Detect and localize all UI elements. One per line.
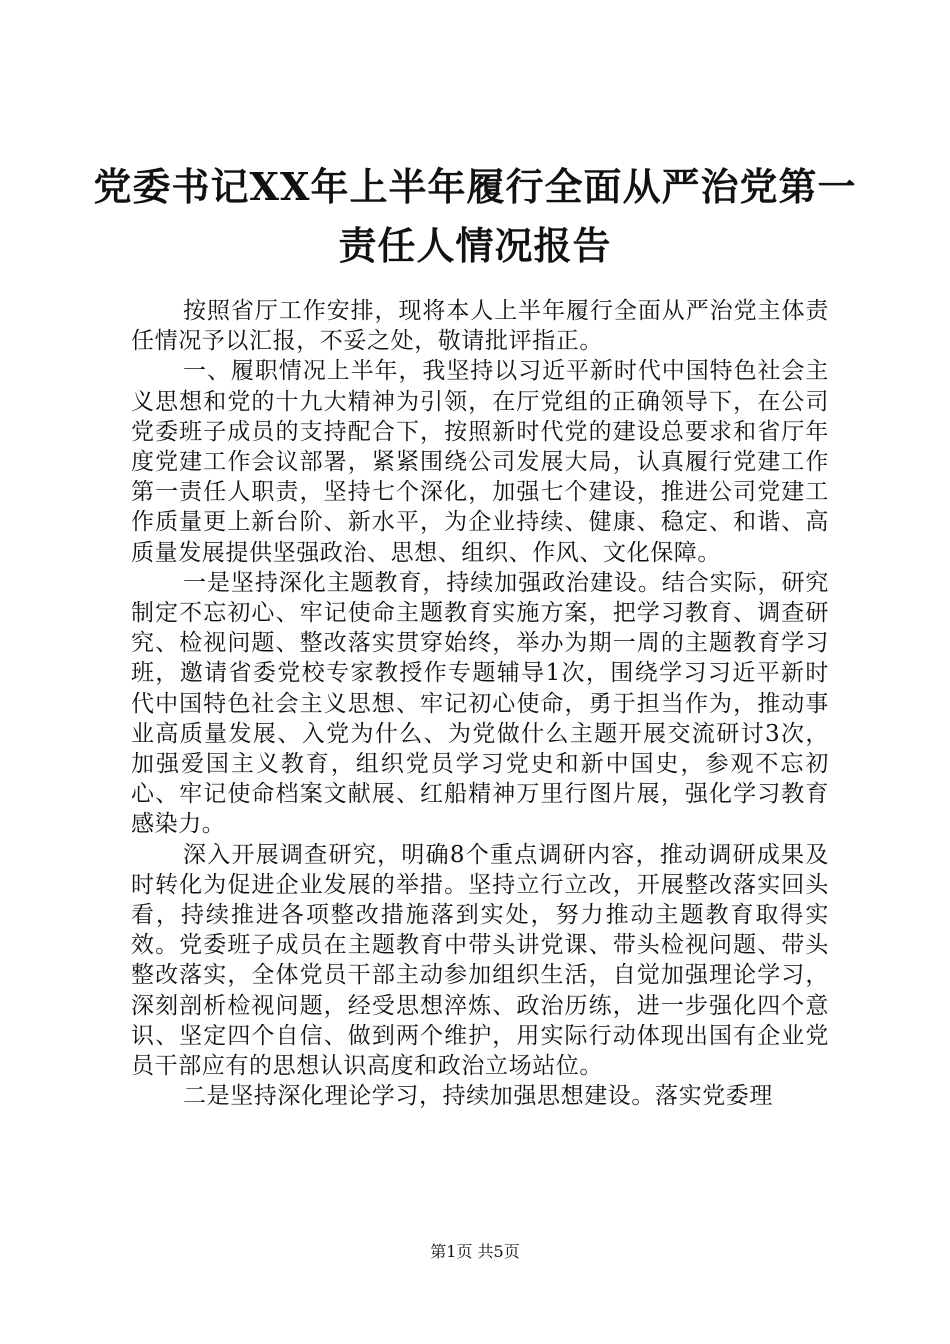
paragraph-investigation: 深入开展调查研究，明确8个重点调研内容，推动调研成果及时转化为促进企业发展的举措。坚持立行立改，开展整改落实回头看，持续推进各项整改措施落到实处，努力推动主题教育取得实效。党委班子成员在主题教育中带头讲党课、带头检视问题、带头整改落实，全体党员干部主动参加组织生活，自觉加强理论学习，深刻剖析检视问题，经受思想淬炼、政治历练，进一步强化四个意识、坚定四个自信、做到两个维护，用实际行动体现出国有企业党员干部应有的思想认识高度和政治立场站位。 bbox=[131, 841, 829, 1080]
paragraph-intro: 按照省厅工作安排，现将本人上半年履行全面从严治党主体责任情况予以汇报，不妥之处，敬请批评指正。 bbox=[131, 298, 829, 355]
page-number-footer: 第1页 共5页 bbox=[430, 1242, 520, 1261]
document-body bbox=[131, 296, 829, 1111]
paragraph-section-one: 一、履职情况上半年，我坚持以习近平新时代中国特色社会主义思想和党的十九大精神为引领，在厅党组的正确领导下，在公司党委班子成员的支持配合下，按照新时代党的建设总要求和省厅年度党建工作会议部署，紧紧围绕公司发展大局，认真履行党建工作第一责任人职责，坚持七个深化，加强七个建设，推进公司党建工作质量更上新台阶、新水平，为企业持续、健康、稳定、和谐、高质量发展提供坚强政治、思想、组织、作风、文化保障。 bbox=[131, 358, 829, 566]
paragraph-theory-study: 二是坚持深化理论学习，持续加强思想建设。落实党委理 bbox=[183, 1083, 773, 1110]
paragraph-theme-education: 一是坚持深化主题教育，持续加强政治建设。结合实际，研究制定不忘初心、牢记使命主题教育实施方案，把学习教育、调查研究、检视问题、整改落实贯穿始终，举办为期一周的主题教育学习班，邀请省委党校专家教授作专题辅导1次，围绕学习习近平新时代中国特色社会主义思想、牢记初心使命，勇于担当作为，推动事业高质量发展、入党为什么、为党做什么主题开展交流研讨3次，加强爱国主义教育，组织党员学习党史和新中国史，参观不忘初心、牢记使命档案文献展、红船精神万里行图片展，强化学习教育感染力。 bbox=[131, 569, 829, 838]
document-title-line-1: 党委书记XX年上半年履行全面从严治党第一 bbox=[93, 164, 857, 209]
document-title-line-2: 责任人情况报告 bbox=[338, 223, 612, 268]
